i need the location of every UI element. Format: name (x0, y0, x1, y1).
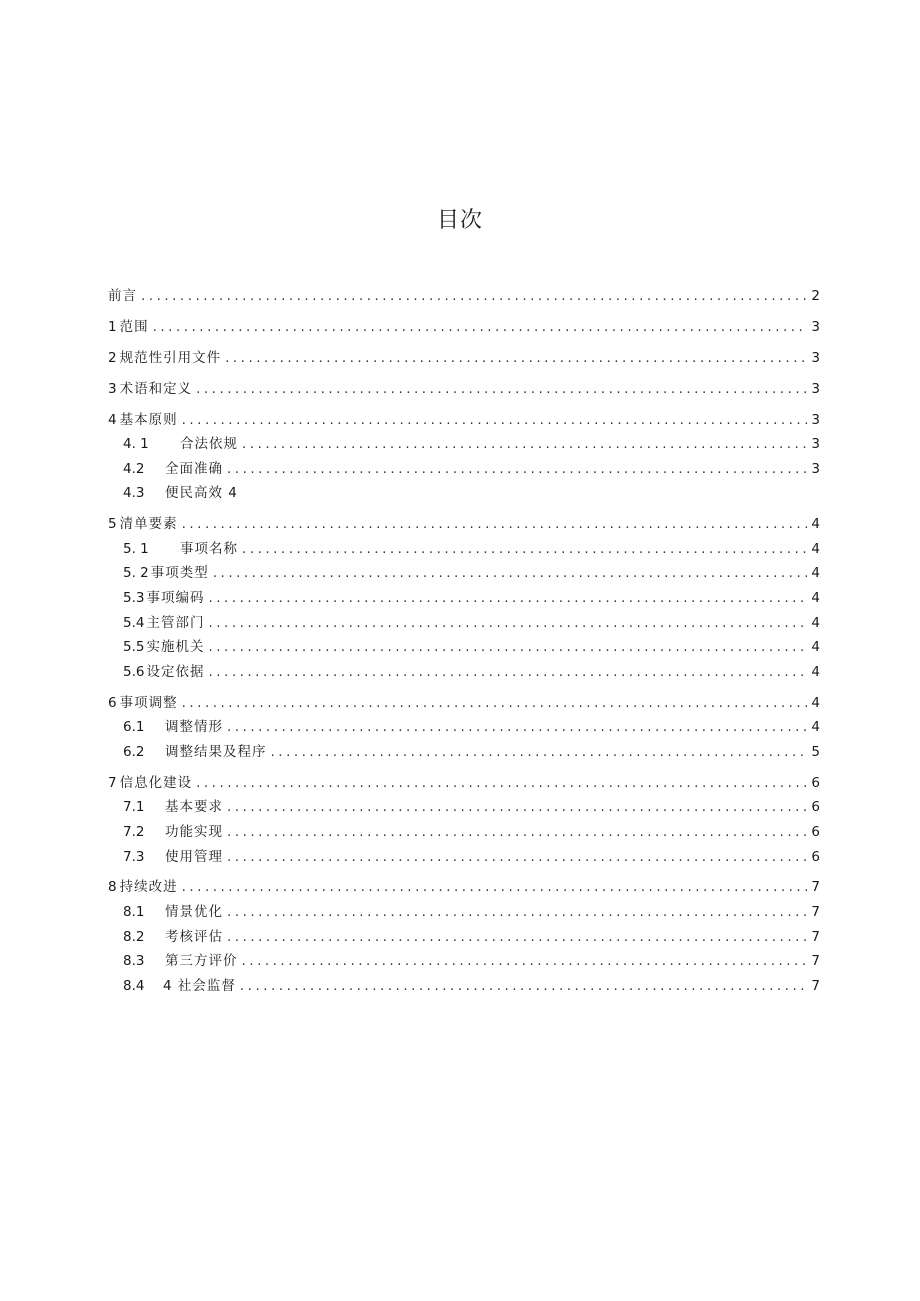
toc-leader-dots (208, 586, 807, 611)
toc-entry[interactable] (108, 875, 820, 900)
toc-entry[interactable] (108, 900, 820, 925)
toc-entry-label: 设定依据 (146, 663, 205, 680)
toc-entry-number: 3 (108, 380, 117, 397)
toc-entry-label: 便民高效 4 (165, 485, 238, 502)
toc-entry[interactable] (108, 795, 820, 820)
toc-entry-number: 2 (108, 349, 117, 366)
toc-leader-dots (227, 845, 807, 870)
toc-entry-page: 3 (811, 411, 820, 428)
toc-leader-dots (153, 315, 808, 340)
toc-entry-label: 信息化建设 (119, 774, 193, 791)
toc-entry-label: 使用管理 (165, 848, 223, 865)
toc-entry-page: 2 (811, 288, 820, 304)
toc-leader-dots (182, 408, 808, 433)
toc-leader-dots (240, 974, 808, 999)
toc-entry-label: 调整结果及程序 (165, 743, 267, 760)
toc-entry-label: 事项调整 (119, 694, 178, 711)
toc-leader-dots (271, 740, 808, 765)
toc-entry-page: 4 (811, 614, 820, 631)
toc-leader-dots (196, 771, 807, 796)
toc-entry[interactable] (108, 740, 820, 765)
toc-entry-page: 4 (811, 540, 820, 557)
toc-entry[interactable] (108, 481, 820, 506)
toc-entry-number: 4.3 (123, 485, 145, 502)
toc-entry-number: 5.6 (123, 663, 145, 680)
toc-entry-label: 持续改进 (119, 879, 178, 896)
table-of-contents (108, 284, 820, 998)
toc-entry-number: 7.2 (123, 823, 145, 840)
toc-leader-dots (182, 691, 808, 716)
toc-entry-number: 8.2 (123, 928, 145, 945)
toc-entry[interactable] (108, 432, 820, 457)
toc-entry[interactable] (108, 635, 820, 660)
toc-entry[interactable] (108, 974, 820, 999)
toc-entry-page: 7 (811, 977, 820, 994)
toc-entry-page: 5 (811, 743, 820, 760)
toc-entry-label: 情景优化 (165, 904, 223, 921)
toc-leader-dots (196, 377, 807, 402)
toc-entry[interactable] (108, 512, 820, 537)
toc-entry[interactable] (108, 537, 820, 562)
toc-entry-number: 4 (108, 411, 117, 428)
toc-entry-label: 考核评估 (165, 928, 223, 945)
toc-entry-number: 6 (108, 694, 117, 711)
toc-leader-dots (242, 949, 808, 974)
toc-entry[interactable] (108, 315, 820, 340)
toc-leader-dots (141, 284, 807, 309)
page-title: 目次 (436, 208, 483, 233)
toc-leader-dots (182, 512, 808, 537)
toc-entry-label: 范围 (119, 318, 149, 335)
toc-entry-page: 3 (811, 349, 820, 366)
toc-entry-label: 全面准确 (165, 460, 223, 477)
toc-entry-number: 5 (108, 516, 117, 533)
toc-entry-number: 8.3 (123, 953, 145, 970)
toc-entry-number: 6.2 (123, 743, 145, 760)
toc-entry-number: 4.2 (123, 460, 145, 477)
toc-entry-page: 3 (811, 460, 820, 477)
toc-entry-label: 术语和定义 (119, 380, 193, 397)
toc-entry-number: 5. 2 (123, 565, 149, 582)
toc-entry-number: 8.4 (123, 977, 145, 994)
toc-entry-label: 基本原则 (119, 411, 178, 428)
toc-entry-page: 7 (811, 953, 820, 970)
toc-entry[interactable] (108, 820, 820, 845)
toc-entry-page: 7 (811, 928, 820, 945)
toc-entry-page: 3 (811, 380, 820, 397)
toc-entry[interactable] (108, 346, 820, 371)
toc-entry-number: 1 (108, 318, 117, 335)
toc-entry-number: 7.3 (123, 848, 145, 865)
toc-entry-label: 第三方评价 (165, 953, 238, 970)
toc-entry-label: 实施机关 (146, 639, 205, 656)
toc-entry[interactable] (108, 284, 820, 309)
toc-entry-number: 7 (108, 774, 117, 791)
toc-leader-dots (213, 561, 808, 586)
toc-entry-number: 6.1 (123, 719, 145, 736)
toc-entry-label: 清单要素 (119, 516, 178, 533)
toc-entry[interactable] (108, 561, 820, 586)
toc-entry-page: 4 (811, 639, 820, 656)
toc-entry[interactable] (108, 611, 820, 636)
toc-entry-label: 调整情形 (165, 719, 223, 736)
toc-entry[interactable] (108, 408, 820, 433)
toc-entry-number: 7.1 (123, 799, 145, 816)
toc-entry-label: 合法依规 (180, 436, 238, 453)
toc-leader-dots (182, 875, 808, 900)
toc-entry-label: 4 社会监督 (163, 977, 236, 994)
toc-leader-dots (227, 820, 807, 845)
toc-entry[interactable] (108, 949, 820, 974)
toc-entry-number: 4. 1 (123, 436, 149, 453)
toc-entry[interactable] (108, 660, 820, 685)
toc-leader-dots (208, 635, 807, 660)
toc-entry-label: 主管部门 (146, 614, 205, 631)
toc-entry[interactable] (108, 457, 820, 482)
toc-entry-page: 4 (811, 694, 820, 711)
toc-entry-page: 4 (811, 565, 820, 582)
toc-entry-number: 5.3 (123, 590, 145, 607)
toc-entry-page: 7 (811, 904, 820, 921)
toc-entry-number: 5.5 (123, 639, 145, 656)
toc-entry-label: 规范性引用文件 (119, 349, 222, 366)
toc-entry[interactable] (108, 925, 820, 950)
toc-entry-page: 6 (811, 848, 820, 865)
toc-entry-page: 6 (811, 774, 820, 791)
toc-leader-dots (208, 660, 807, 685)
toc-entry-label: 前言 (108, 288, 137, 304)
toc-leader-dots (242, 432, 807, 457)
toc-entry[interactable] (108, 845, 820, 870)
toc-leader-dots (227, 795, 807, 820)
toc-entry[interactable] (108, 377, 820, 402)
toc-entry-number: 8.1 (123, 904, 145, 921)
toc-entry-number: 5. 1 (123, 540, 149, 557)
toc-entry-label: 事项名称 (180, 540, 238, 557)
toc-entry[interactable] (108, 586, 820, 611)
toc-entry-label: 事项编码 (146, 590, 205, 607)
toc-entry[interactable] (108, 691, 820, 716)
toc-leader-dots (227, 457, 807, 482)
toc-leader-dots (227, 925, 807, 950)
toc-leader-dots (227, 715, 807, 740)
toc-entry-page: 4 (811, 590, 820, 607)
toc-entry-label: 功能实现 (165, 823, 223, 840)
toc-entry-page: 3 (811, 436, 820, 453)
toc-entry-page: 4 (811, 663, 820, 680)
toc-entry[interactable] (108, 715, 820, 740)
toc-entry-number: 8 (108, 879, 117, 896)
toc-entry-page: 3 (811, 318, 820, 335)
toc-entry-page: 6 (811, 823, 820, 840)
toc-entry-label: 事项类型 (150, 565, 209, 582)
toc-entry-page: 4 (811, 719, 820, 736)
toc-leader-dots (227, 900, 807, 925)
toc-leader-dots (242, 537, 807, 562)
toc-entry-number: 5.4 (123, 614, 145, 631)
toc-entry-page: 4 (811, 516, 820, 533)
toc-entry-page: 6 (811, 799, 820, 816)
toc-leader-dots (225, 346, 807, 371)
toc-entry[interactable] (108, 771, 820, 796)
toc-entry-label: 基本要求 (165, 799, 223, 816)
toc-entry-page: 7 (811, 879, 820, 896)
toc-leader-dots (208, 611, 807, 636)
